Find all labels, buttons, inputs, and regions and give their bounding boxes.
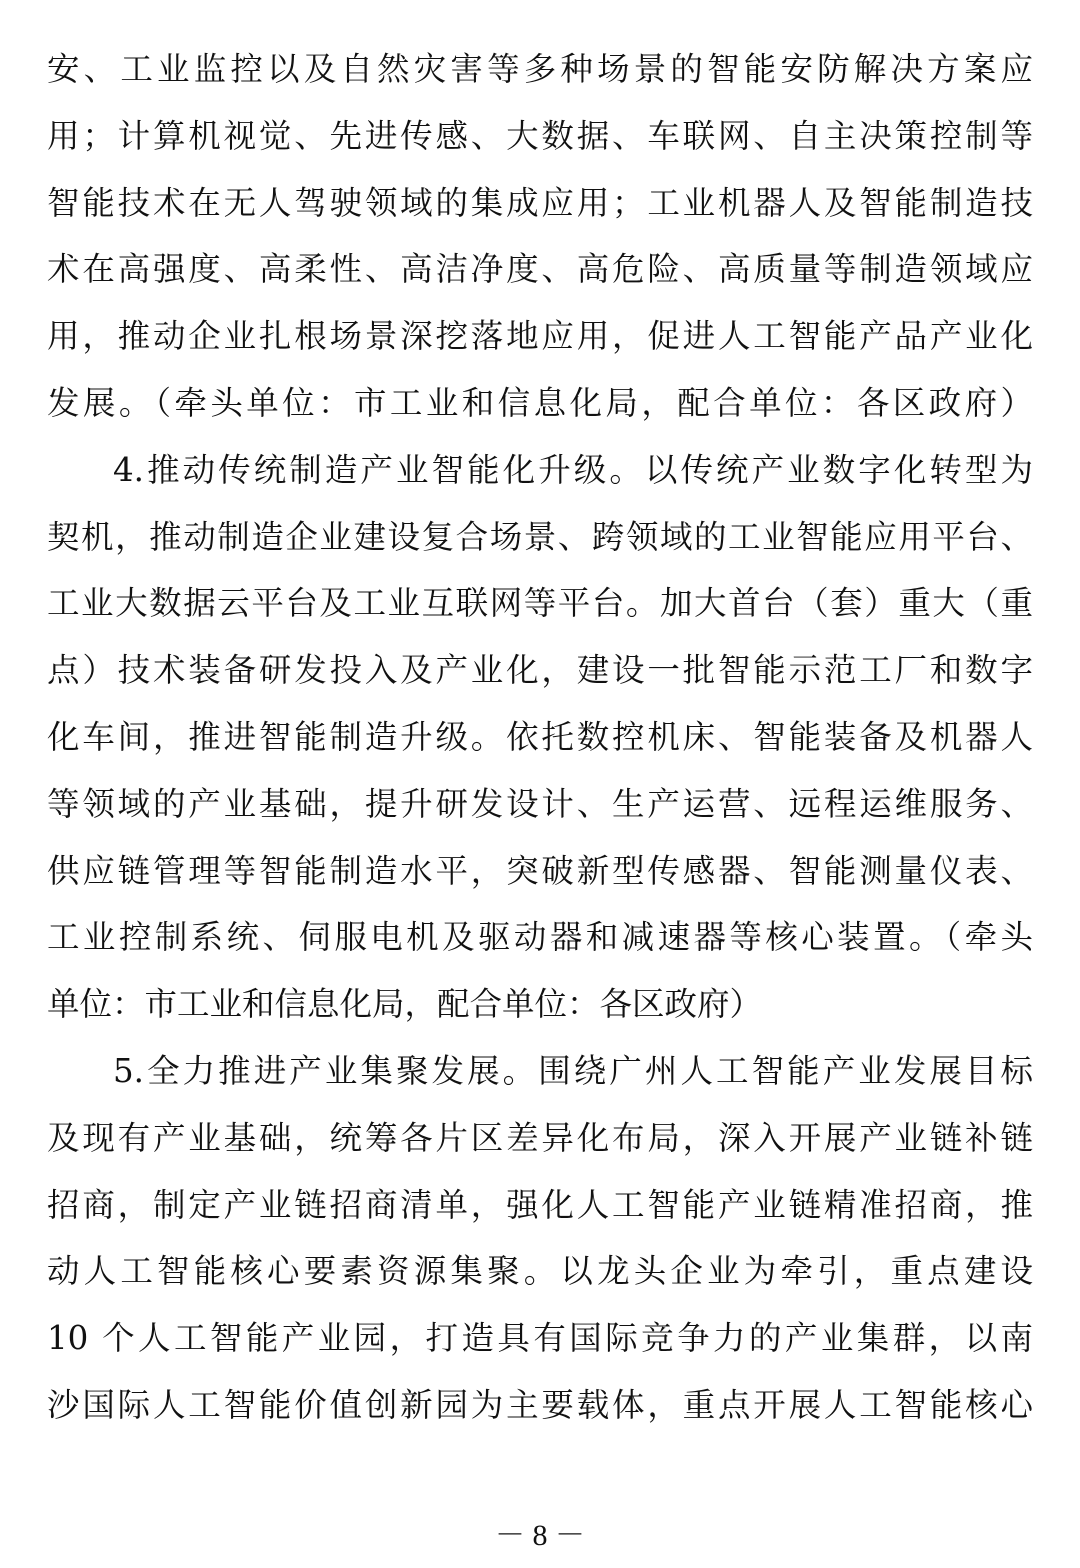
text-line: 招商，制定产业链招商清单，强化人工智能产业链精准招商，推 bbox=[47, 1185, 1033, 1224]
text-line: 用，推动企业扎根场景深挖落地应用，促进人工智能产品产业化 bbox=[47, 317, 1033, 356]
text-line: 及现有产业基础，统筹各片区差异化布局，深入开展产业链补链 bbox=[47, 1118, 1033, 1157]
text-line: 供应链管理等智能制造水平，突破新型传感器、智能测量仪表、 bbox=[47, 851, 1033, 890]
text-line: 契机，推动制造企业建设复合场景、跨领域的工业智能应用平台、 bbox=[47, 517, 1033, 556]
text-line: 术在高强度、高柔性、高洁净度、高危险、高质量等制造领域应 bbox=[47, 250, 1033, 289]
text-line: 5.全力推进产业集聚发展。围绕广州人工智能产业发展目标 bbox=[113, 1051, 1033, 1090]
text-line: 用；计算机视觉、先进传感、大数据、车联网、自主决策控制等 bbox=[47, 116, 1033, 155]
text-line: 动人工智能核心要素资源集聚。以龙头企业为牵引，重点建设 bbox=[47, 1252, 1033, 1291]
text-line: 等领域的产业基础，提升研发设计、生产运营、远程运维服务、 bbox=[47, 784, 1033, 823]
text-line: 安、工业监控以及自然灾害等多种场景的智能安防解决方案应 bbox=[47, 50, 1033, 88]
text-line: 单位：市工业和信息化局，配合单位：各区政府） bbox=[47, 985, 763, 1024]
text-line: 点）技术装备研发投入及产业化，建设一批智能示范工厂和数字 bbox=[47, 651, 1033, 690]
text-line: 发展。（牵头单位：市工业和信息化局，配合单位：各区政府） bbox=[47, 383, 1033, 422]
page-number: － 8 － bbox=[495, 1519, 585, 1552]
text-line: 沙国际人工智能价值创新园为主要载体，重点开展人工智能核心 bbox=[47, 1385, 1033, 1424]
text-line: 工业控制系统、伺服电机及驱动器和减速器等核心装置。（牵头 bbox=[47, 918, 1033, 957]
text-line: 4.推动传统制造产业智能化升级。以传统产业数字化转型为 bbox=[113, 450, 1033, 489]
text-line: 工业大数据云平台及工业互联网等平台。加大首台（套）重大（重 bbox=[47, 584, 1033, 623]
text-line: 10 个人工智能产业园，打造具有国际竞争力的产业集群，以南 bbox=[47, 1319, 1033, 1358]
body-text bbox=[47, 36, 1033, 1439]
text-line: 智能技术在无人驾驶领域的集成应用；工业机器人及智能制造技 bbox=[47, 183, 1033, 222]
text-line: 化车间，推进智能制造升级。依托数控机床、智能装备及机器人 bbox=[47, 717, 1033, 756]
